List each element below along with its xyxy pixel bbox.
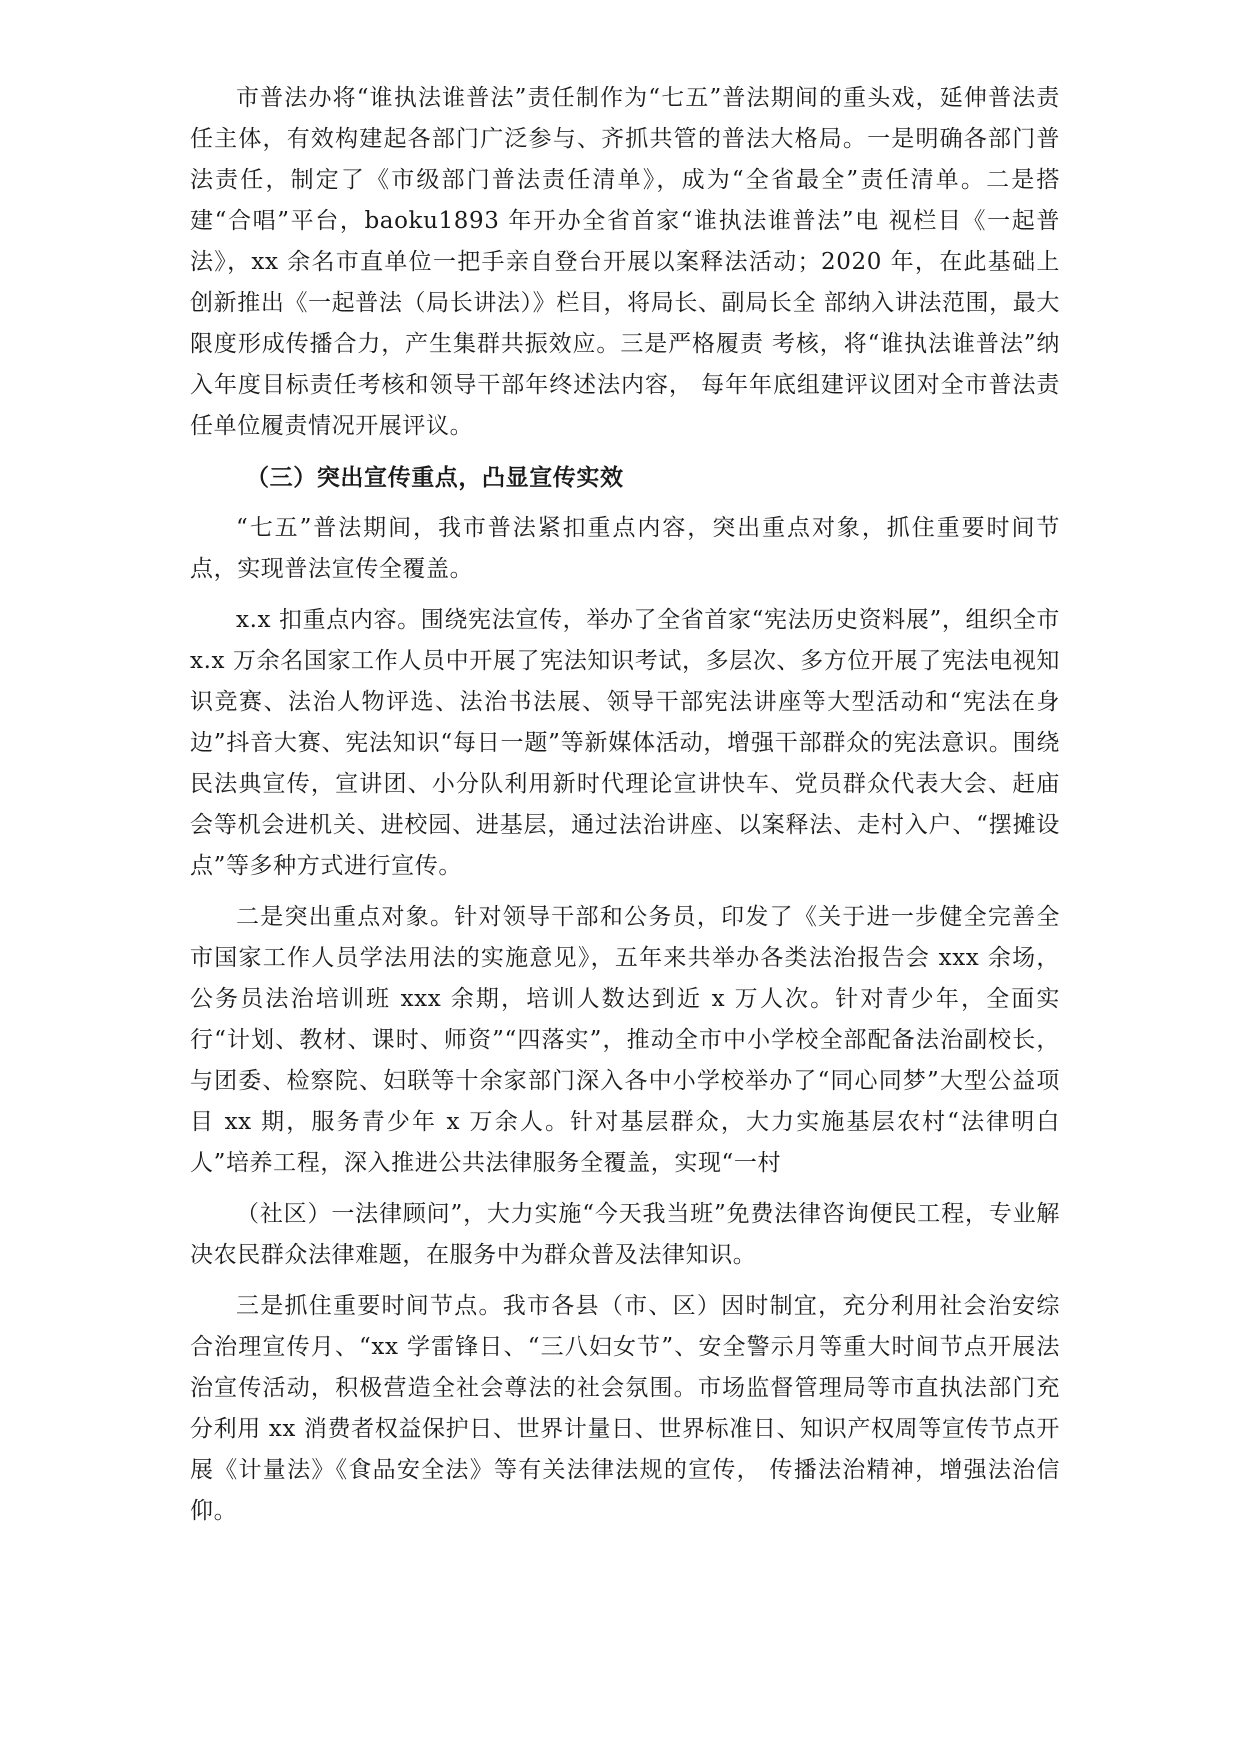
document-page — [190, 78, 1060, 1532]
paragraph-key-targets: 二是突出重点对象。针对领导干部和公务员，印发了《关于进一步健全完善全市国家工作人员学法用法的实施意见》，五年来共举办各类法治报告会 xxx 余场，公务员法治培训班 xxx 余期，培训人数达到近 x 万人次。针对青少年，全面实行“计划、教材、课时、师资”“四落实”，推动全市中小学校全部配备法治副校长，与团委、检察院、妇联等十余家部门深入各中小学校举办了“同心同梦”大型公益项目 xx 期，服务青少年 x 万余人。针对基层群众，大力实施基层农村“法律明白人”培养工程，深入推进公共法律服务全覆盖，实现“一村 — [190, 904, 1060, 1176]
section-heading-3: （三）突出宣传重点，凸显宣传实效 — [246, 464, 624, 491]
paragraph-continuation: （社区）一法律顾问”，大力实施“今天我当班”免费法律咨询便民工程，专业解决农民群众法律难题，在服务中为群众普及法律知识。 — [190, 1201, 1060, 1268]
paragraph-responsibility-system: 市普法办将“谁执法谁普法”责任制作为“七五”普法期间的重头戏，延伸普法责任主体，有效构建起各部门广泛参与、齐抓共管的普法大格局。一是明确各部门普法责任，制定了《市级部门普法责任清单》，成为“全省最全”责任清单。二是搭建“合唱”平台，baoku1893 年开办全省首家“谁执法谁普法”电 视栏目《一起普法》，xx 余名市直单位一把手亲自登台开展以案释法活动；2020 年，在此基础上创新推出《一起普法（局长讲法）》栏目，将局长、副局长全 部纳入讲法范围，最大限度形成传播合力，产生集群共振效应。三是严格履责 考核，将“谁执法谁普法”纳入年度目标责任考核和领导干部年终述法内容， 每年年底组建评议团对全市普法责任单位履责情况开展评议。 — [190, 85, 1060, 439]
paragraph-key-dates: 三是抓住重要时间节点。我市各县（市、区）因时制宜，充分利用社会治安综合治理宣传月、“xx 学雷锋日、“三八妇女节”、安全警示月等重大时间节点开展法治宣传活动，积极营造全社会尊法的社会氛围。市场监督管理局等市直执法部门充分利用 xx 消费者权益保护日、世界计量日、世界标准日、知识产权周等宣传节点开展《计量法》《食品安全法》等有关法律法规的宣传， 传播法治精神，增强法治信仰。 — [190, 1293, 1060, 1524]
paragraph-key-content: x.x 扣重点内容。围绕宪法宣传，举办了全省首家“宪法历史资料展”，组织全市 x.x 万余名国家工作人员中开展了宪法知识考试，多层次、多方位开展了宪法电视知识竞赛、法治人物评选、法治书法展、领导干部宪法讲座等大型活动和“宪法在身边”抖音大赛、宪法知识“每日一题”等新媒体活动，增强干部群众的宪法意识。围绕民法典宣传，宣讲团、小分队利用新时代理论宣讲快车、党员群众代表大会、赶庙会等机会进机关、进校园、进基层，通过法治讲座、以案释法、走村入户、“摆摊设点”等多种方式进行宣传。 — [190, 607, 1060, 879]
paragraph-overview: “七五”普法期间，我市普法紧扣重点内容，突出重点对象，抓住重要时间节点，实现普法宣传全覆盖。 — [190, 515, 1060, 582]
